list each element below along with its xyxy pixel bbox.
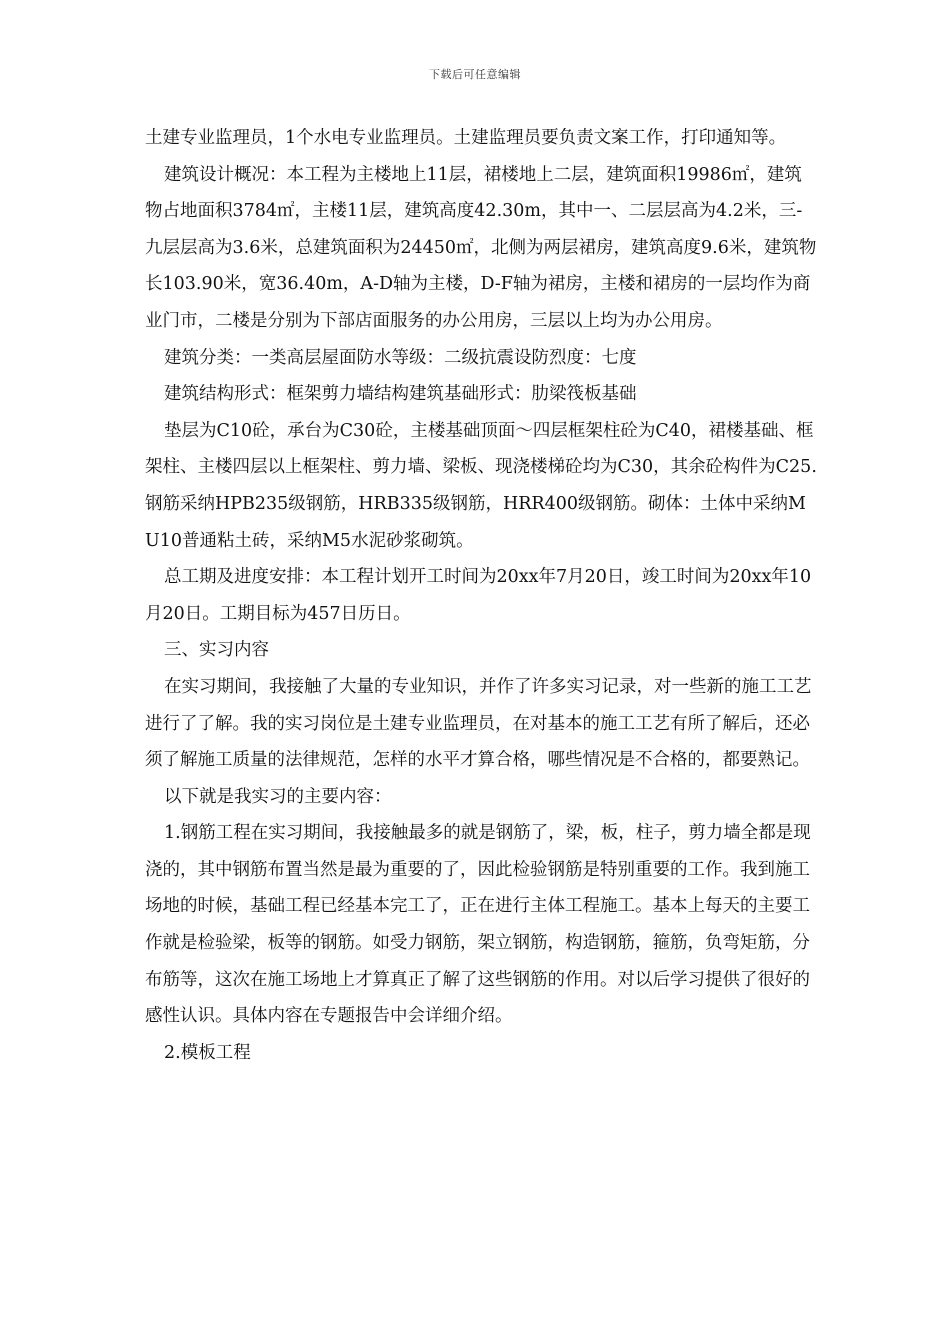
paragraph-rebar-work: 1.钢筋工程在实习期间，我接触最多的就是钢筋了，梁，板，柱子，剪力墙全都是现浇的，其中钢筋布置当然是最为重要的了，因此检验钢筋是特别重要的工作。我到施工场地的时候，基础工程已经基本完工了，正在进行主体工程施工。基本上每天的主要工作就是检验梁，板等的钢筋。如受力钢筋，架立钢筋，构造钢筋，箍筋，负弯矩筋，分布筋等，这次在施工场地上才算真正了解了这些钢筋的作用。对以后学习提供了很好的感性认识。具体内容在专题报告中会详细介绍。 [145, 823, 811, 1027]
document-body [145, 120, 817, 1071]
page-header: 下载后可任意编辑 [429, 68, 521, 81]
paragraph-formwork-heading: 2.模板工程 [164, 1042, 251, 1063]
paragraph-structure-form: 建筑结构形式：框架剪力墙结构建筑基础形式：肋梁筏板基础 [164, 384, 637, 405]
paragraph-schedule: 总工期及进度安排：本工程计划开工时间为20xx年7月20日，竣工时间为20xx年10月20日。工期目标为457日历日。 [145, 567, 812, 624]
section-heading-internship-content: 三、实习内容 [164, 640, 269, 661]
paragraph-building-class: 建筑分类：一类高层屋面防水等级：二级抗震设防烈度：七度 [164, 347, 637, 368]
paragraph-materials: 垫层为C10砼，承台为C30砼，主楼基础顶面～四层框架柱砼为C40，裙楼基础、框架柱、主楼四层以上框架柱、剪力墙、梁板、现浇楼梯砼均为C30，其余砼构件为C25.钢筋采纳HPB235级钢筋，HRB335级钢筋，HRR400级钢筋。砌体：土体中采纳MU10普通粘土砖，采纳M5水泥砂浆砌筑。 [145, 420, 817, 551]
paragraph-staff: 土建专业监理员，1个水电专业监理员。土建监理员要负责文案工作，打印通知等。 [145, 128, 787, 148]
paragraph-internship-intro: 在实习期间，我接触了大量的专业知识，并作了许多实习记录，对一些新的施工工艺进行了了解。我的实习岗位是土建专业监理员，在对基本的施工工艺有所了解后，还必须了解施工质量的法律规范，怎样的水平才算合格，哪些情况是不合格的，都要熟记。 [145, 676, 812, 771]
paragraph-main-content-lead: 以下就是我实习的主要内容： [164, 786, 392, 807]
paragraph-design-overview: 建筑设计概况：本工程为主楼地上11层，裙楼地上二层，建筑面积19986㎡，建筑物占地面积3784㎡，主楼11层，建筑高度42.30m，其中一、二层层高为4.2米，三-九层层高为3.6米，总建筑面积为24450㎡，北侧为两层裙房，建筑高度9.6米，建筑物长103.90米，宽36.40m，A-D轴为主楼，D-F轴为裙房，主楼和裙房的一层均作为商业门市，二楼是分别为下部店面服务的办公用房，三层以上均为办公用房。 [145, 164, 817, 331]
